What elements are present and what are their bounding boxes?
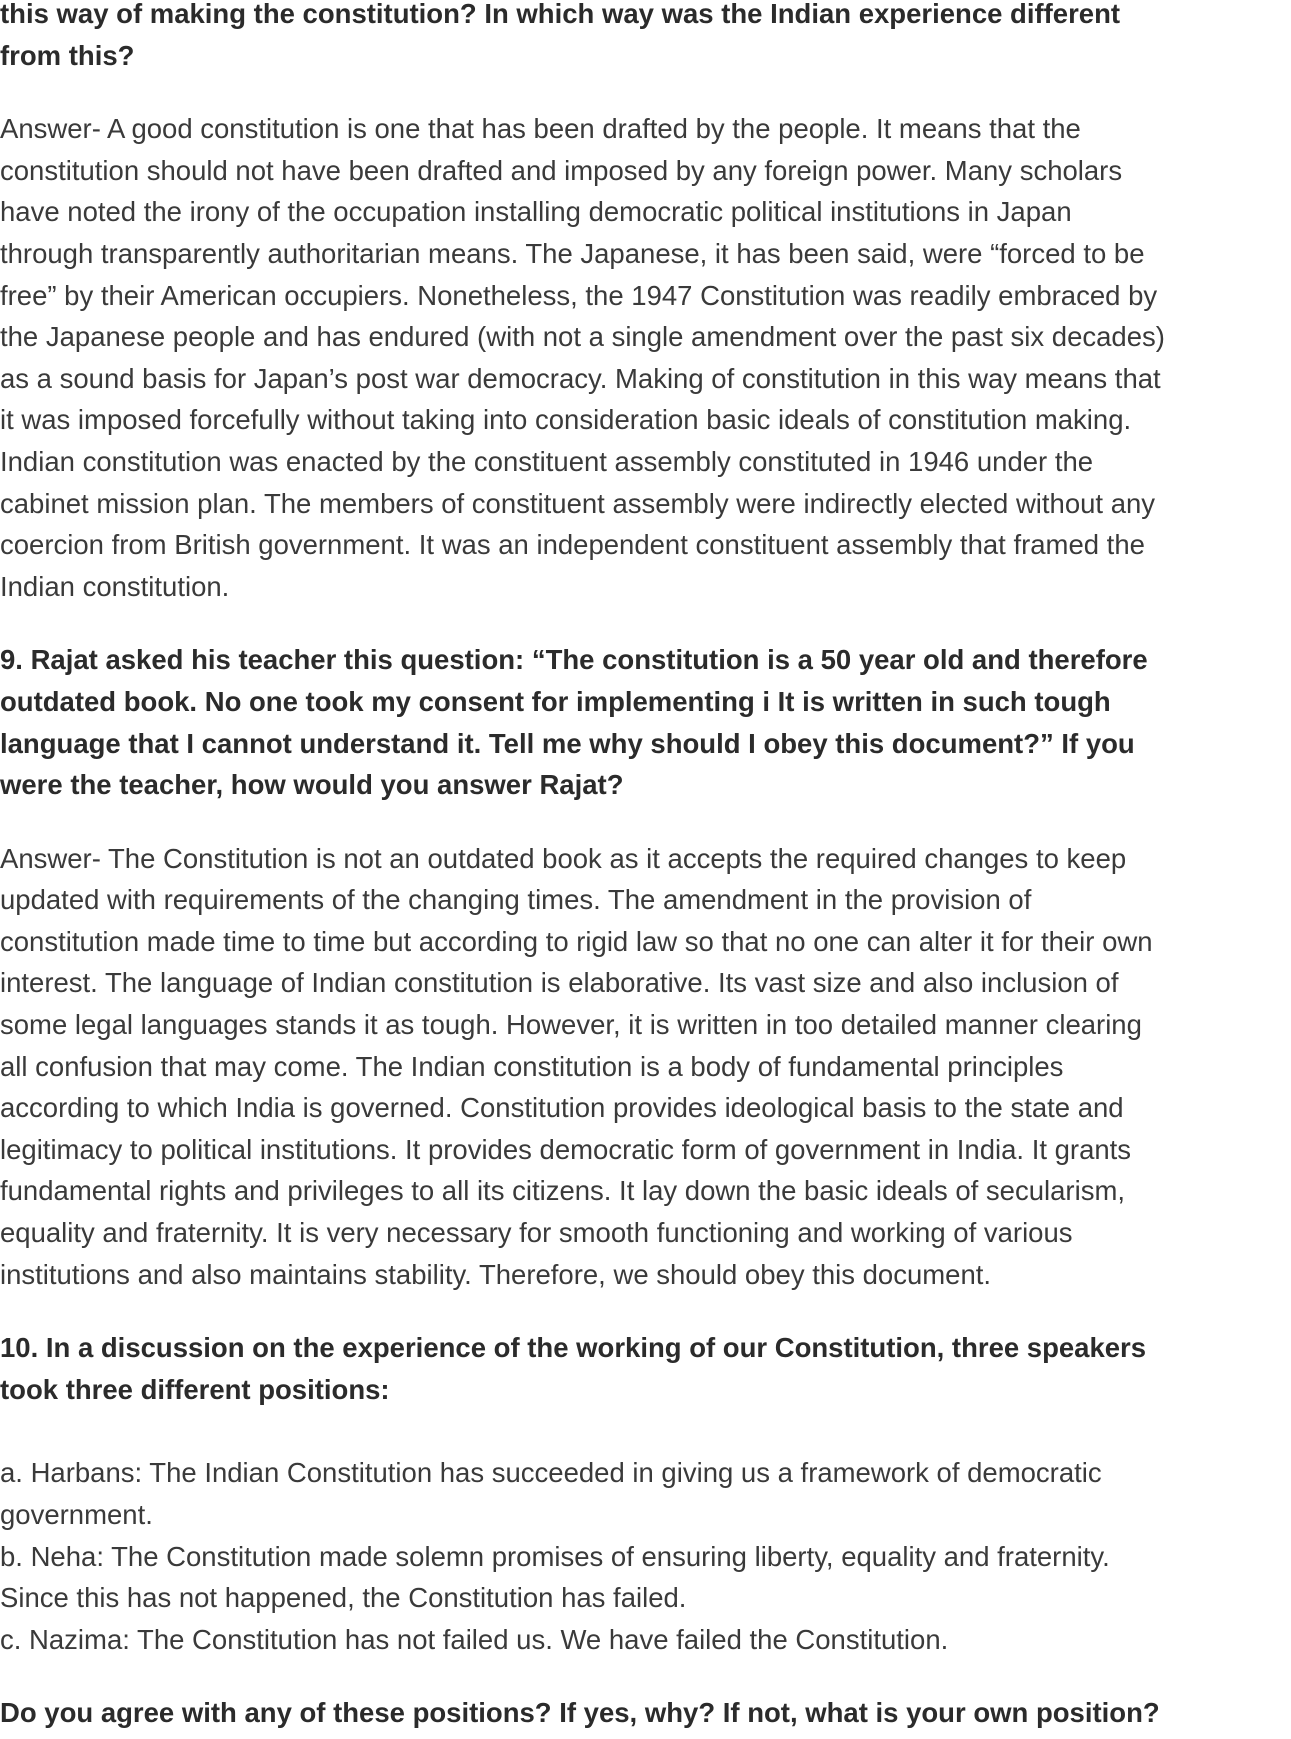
position-a: a. Harbans: The Indian Constitution has succeeded in giving us a framework of democratic government.	[0, 1457, 1110, 1530]
answer-9: Answer- The Constitution is not an outdated book as it accepts the required changes to keep updated with requirements of the changing times. The amendment in the provision of constitution made time to time but according to rigid law so that no one can alter it for their own interest. The language of Indian constitution is elaborative. Its vast size and also inclusion of some legal languages stands it as tough. However, it is written in too detailed manner clearing all confusion that may come. The Indian constitution is a body of fundamental principles according to which India is governed. Constitution provides ideological basis to the state and legitimacy to political institutions. It provides democratic form of government in India. It grants fundamental rights and privileges to all its citizens. It lay down the basic ideals of secularism, equality and fraternity. It is very necessary for smooth functioning and working of various institutions and also maintains stability. Therefore, we should obey this document.	[0, 842, 1161, 1290]
answer-8: Answer- A good constitution is one that has been drafted by the people. It means that the constitution should not have been drafted and imposed by any foreign power. Many scholars have noted the irony of the occupation installing democratic political institutions in Japan through transparently authoritarian means. The Japanese, it has been said, were “forced to be free” by their American occupiers. Nonetheless, the 1947 Constitution was readily embraced by the Japanese people and has endured (with not a single amendment over the past six decades) as a sound basis for Japan’s post war democracy. Making of constitution in this way means that it was imposed forcefully without taking into consideration basic ideals of constitution making. Indian constitution was enacted by the constituent assembly constituted in 1946 under the cabinet mission plan. The members of constituent assembly were indirectly elected without any coercion from British government. It was an independent constituent assembly that framed the Indian constitution.	[0, 113, 1173, 602]
question-10: 10. In a discussion on the experience of the working of our Constitution, three speakers took three different positions:	[0, 1332, 1154, 1405]
question-9: 9. Rajat asked his teacher this question: “The constitution is a 50 year old and therefore outdated book. No one took my consent for implementing i It is written in such tough language that I cannot understand it. Tell me why should I obey this document?” If you were the teacher, how would you answer Rajat?	[0, 644, 1156, 801]
question-8-tail: this way of making the constitution? In which way was the Indian experience different from this?	[0, 0, 1128, 71]
position-b: b. Neha: The Constitution made solemn promises of ensuring liberty, equality and fraternity. Since this has not happened, the Constitution has failed.	[0, 1540, 1118, 1614]
position-c: c. Nazima: The Constitution has not failed us. We have failed the Constitution.	[0, 1623, 949, 1655]
question-10-followup: Do you agree with any of these positions? If yes, why? If not, what is your own position?	[0, 1697, 1160, 1729]
